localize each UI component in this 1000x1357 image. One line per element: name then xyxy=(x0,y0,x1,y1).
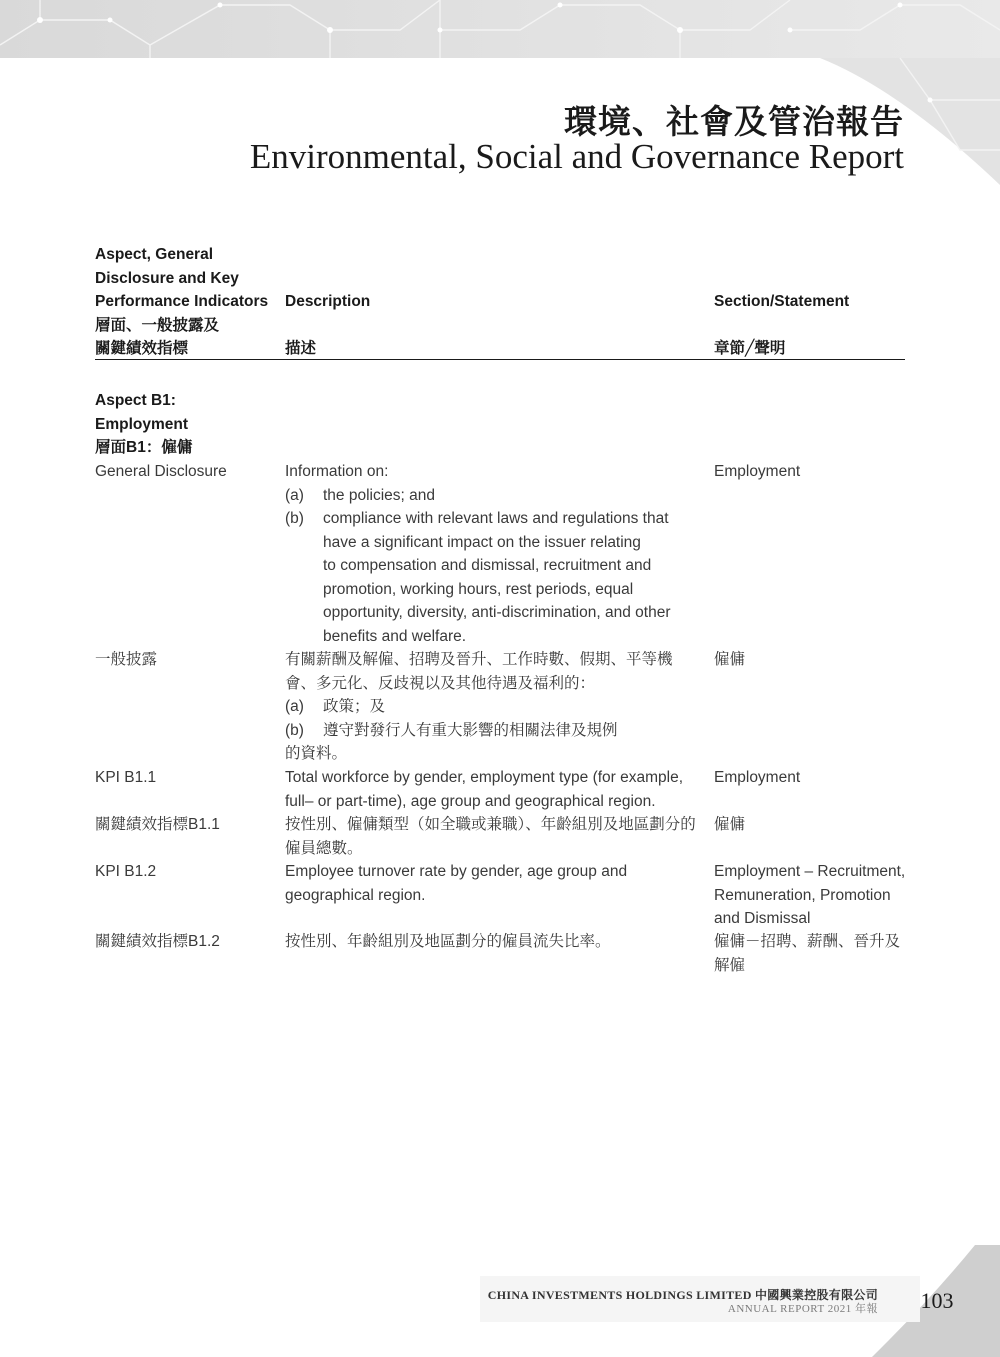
description-line: Employee turnover rate by gender, age group and xyxy=(285,863,628,880)
header-divider xyxy=(95,359,905,360)
column-header-description xyxy=(285,290,705,361)
list-marker: (a) xyxy=(285,486,304,504)
list-item-continuation: have a significant impact on the issuer relating xyxy=(323,533,641,551)
list-item xyxy=(285,507,705,531)
list-item-text: 政策；及 xyxy=(323,698,386,715)
list-item xyxy=(285,719,705,743)
column-header-description-cn: 描述 xyxy=(285,340,317,357)
list-item-continuation: benefits and welfare. xyxy=(323,627,467,645)
list-item xyxy=(285,484,705,508)
column-header-description-en: Description xyxy=(285,293,371,310)
row-section-kpi-b1-1-cn: 僱傭 xyxy=(714,816,746,833)
row-label-kpi-b1-2-cn: 關鍵績效指標B1.2 xyxy=(95,933,220,950)
section-line: and Dismissal xyxy=(714,910,811,927)
row-section-kpi-b1-1: Employment xyxy=(714,769,801,786)
description-line: full– or part-time), age group and geographical region. xyxy=(285,792,656,810)
description-intro-line: 會、多元化、反歧視以及其他待遇及福利的： xyxy=(285,674,596,692)
row-label-kpi-b1-2: KPI B1.2 xyxy=(95,863,157,880)
section-line: 解僱 xyxy=(714,956,746,974)
description-intro-line: 有關薪酬及解僱、招聘及晉升、工作時數、假期、平等機 xyxy=(285,651,673,668)
column-header-section xyxy=(714,290,914,361)
section-line: 僱傭－招聘、薪酬、晉升及 xyxy=(714,933,901,950)
page-number: 103 xyxy=(920,1288,954,1313)
row-description-general-disclosure xyxy=(285,460,705,648)
section-line: Employment – Recruitment, xyxy=(714,863,906,880)
row-label-kpi-b1-1-cn: 關鍵績效指標B1.1 xyxy=(95,816,220,833)
aspect-heading xyxy=(95,389,280,460)
column-header-aspect-line: 層面、一般披露及 xyxy=(95,316,220,334)
row-label-general-disclosure: General Disclosure xyxy=(95,463,227,480)
row-section-kpi-b1-2 xyxy=(714,860,914,931)
list-marker: (b) xyxy=(285,510,304,527)
row-section-general-disclosure: Employment xyxy=(714,463,801,480)
column-header-aspect-line: 關鍵績效指標 xyxy=(95,340,189,357)
column-header-section-en: Section/Statement xyxy=(714,293,850,310)
column-header-aspect-line: Disclosure and Key xyxy=(95,269,239,287)
row-description-kpi-b1-2 xyxy=(285,860,705,907)
row-description-kpi-b1-2-cn: 按性別、年齡組別及地區劃分的僱員流失比率。 xyxy=(285,933,611,950)
row-description-kpi-b1-1-cn xyxy=(285,813,705,860)
row-section-kpi-b1-2-cn xyxy=(714,930,914,977)
aspect-heading-line: 層面B1：僱傭 xyxy=(95,439,193,456)
description-intro: Information on: xyxy=(285,463,389,480)
section-line: Remuneration, Promotion xyxy=(714,886,891,904)
column-header-aspect-line: Performance Indicators xyxy=(95,293,269,310)
list-item-continuation: opportunity, diversity, anti-discrimination, and other xyxy=(323,604,671,621)
description-tail: 的資料。 xyxy=(285,745,348,762)
description-line: geographical region. xyxy=(285,886,426,904)
aspect-heading-line: Aspect B1: xyxy=(95,392,176,409)
row-description-kpi-b1-1 xyxy=(285,766,705,813)
column-header-aspect-line: Aspect, General xyxy=(95,246,214,263)
description-line: Total workforce by gender, employment type (for example, xyxy=(285,769,684,786)
list-marker: (b) xyxy=(285,721,304,739)
list-item-text: the policies; and xyxy=(323,486,436,504)
column-header-aspect xyxy=(95,243,280,361)
list-item-continuation: promotion, working hours, rest periods, equal xyxy=(323,580,634,598)
list-marker: (a) xyxy=(285,698,304,715)
list-item-text: compliance with relevant laws and regulations that xyxy=(323,510,669,527)
footer-report-label: ANNUAL REPORT 2021 年報 xyxy=(727,1303,878,1315)
row-description-general-disclosure-cn xyxy=(285,648,705,766)
aspect-heading-line: Employment xyxy=(95,415,189,433)
description-line: 按性別、僱傭類型（如全職或兼職）、年齡組別及地區劃分的 xyxy=(285,816,696,833)
list-item-continuation: to compensation and dismissal, recruitment and xyxy=(323,557,652,574)
row-label-general-disclosure-cn: 一般披露 xyxy=(95,651,158,668)
row-label-kpi-b1-1: KPI B1.1 xyxy=(95,769,157,786)
list-item-text: 遵守對發行人有重大影響的相關法律及規例 xyxy=(323,721,618,739)
footer-company-name: CHINA INVESTMENTS HOLDINGS LIMITED 中國興業控股有限公司 xyxy=(487,1288,878,1302)
column-header-section-cn: 章節╱聲明 xyxy=(714,340,786,357)
list-item xyxy=(285,695,705,719)
row-section-general-disclosure-cn: 僱傭 xyxy=(714,651,746,668)
report-title-chinese: 環境、社會及管治報告 xyxy=(564,102,904,141)
report-title-english: Environmental, Social and Governance Report xyxy=(249,137,904,176)
description-line: 僱員總數。 xyxy=(285,839,363,857)
